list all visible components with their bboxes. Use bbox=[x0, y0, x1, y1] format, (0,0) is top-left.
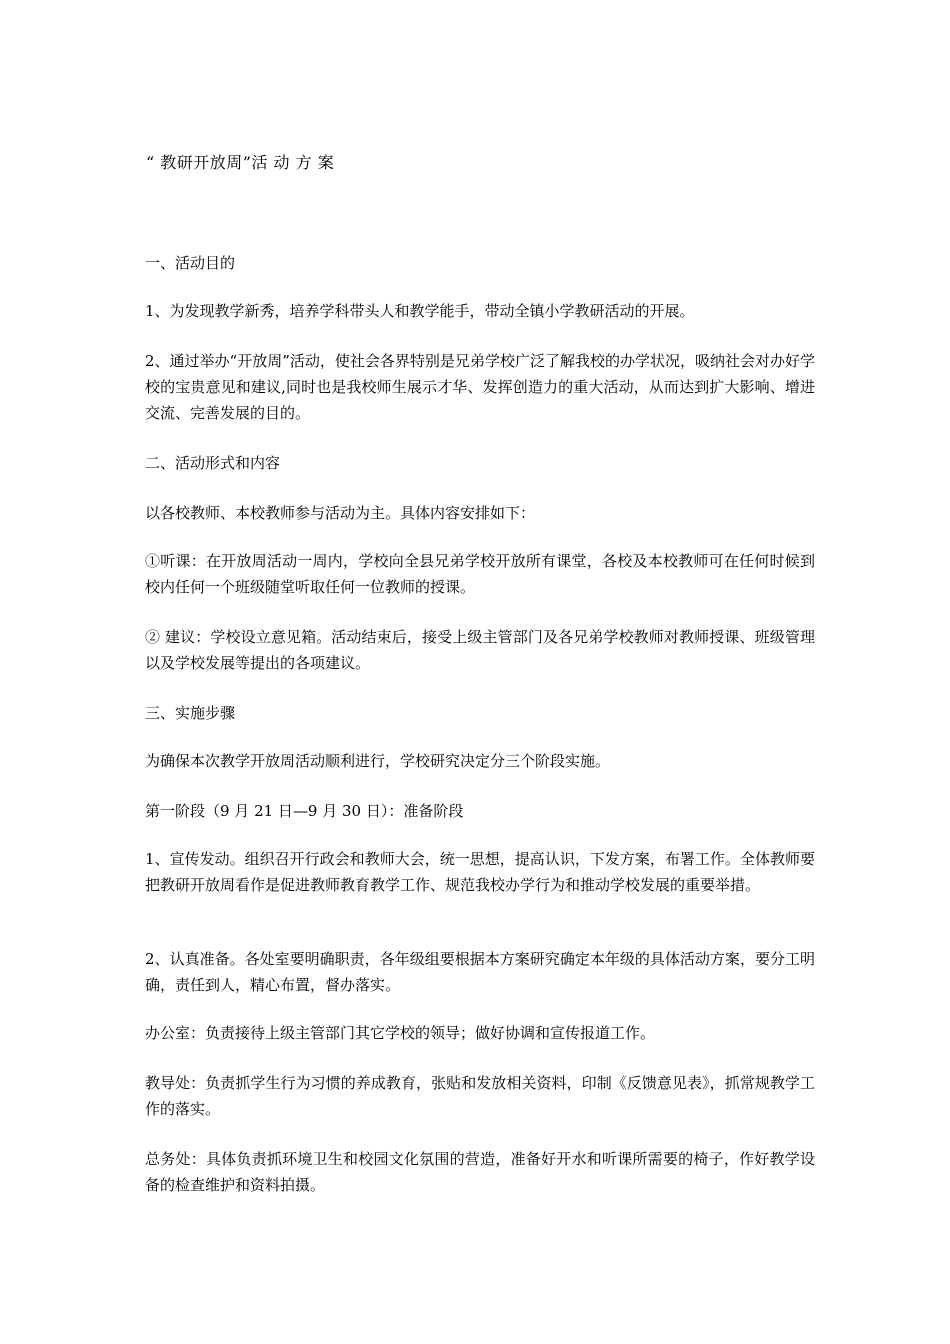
paragraph: 1、为发现教学新秀，培养学科带头人和教学能手，带动全镇小学教研活动的开展。 bbox=[145, 302, 695, 320]
phase-heading: 第一阶段（9 月 21 日—9 月 30 日）：准备阶段 bbox=[145, 802, 464, 820]
paragraph: 为确保本次教学开放周活动顺利进行，学校研究决定分三个阶段实施。 bbox=[145, 752, 611, 770]
paragraph: 教导处：负责抓学生行为习惯的养成教育，张贴和发放相关资料，印制《反馈意见表》，抓常规教学工作的落实。 bbox=[145, 1074, 815, 1118]
paragraph: 以各校教师、本校教师参与活动为主。具体内容安排如下： bbox=[145, 504, 536, 522]
list-item: ② 建议：学校设立意见箱。活动结束后，接受上级主管部门及各兄弟学校教师对教师授课、班级管理以及学校发展等提出的各项建议。 bbox=[145, 628, 815, 672]
paragraph: 2、通过举办“开放周”活动，使社会各界特别是兄弟学校广泛了解我校的办学状况，吸纳社会对办好学校的宝贵意见和建议,同时也是我校师生展示才华、发挥创造力的重大活动，从而达到扩大影响、增进交流、完善发展的目的。 bbox=[145, 352, 815, 422]
section-heading-3: 三、实施步骤 bbox=[145, 704, 236, 722]
paragraph: 2、认真准备。各处室要明确职责，各年级组要根据本方案研究确定本年级的具体活动方案，要分工明确，责任到人，精心布置，督办落实。 bbox=[145, 950, 815, 994]
section-heading-2: 二、活动形式和内容 bbox=[145, 454, 281, 472]
paragraph: 1、宣传发动。组织召开行政会和教师大会，统一思想，提高认识，下发方案，布署工作。全体教师要把教研开放周看作是促进教师教育教学工作、规范我校办学行为和推动学校发展的重要举措。 bbox=[145, 850, 815, 894]
list-item: ①听课：在开放周活动一周内，学校向全县兄弟学校开放所有课堂，各校及本校教师可在任何时候到校内任何一个班级随堂听取任何一位教师的授课。 bbox=[145, 552, 815, 596]
section-heading-1: 一、活动目的 bbox=[145, 254, 236, 272]
paragraph: 办公室：负责接待上级主管部门其它学校的领导；做好协调和宣传报道工作。 bbox=[145, 1024, 656, 1042]
document-title: “ 教研开放周”活 动 方 案 bbox=[146, 153, 335, 172]
paragraph: 总务处：具体负责抓环境卫生和校园文化氛围的营造，准备好开水和听课所需要的椅子，作好教学设备的检查维护和资料拍摄。 bbox=[145, 1150, 815, 1194]
